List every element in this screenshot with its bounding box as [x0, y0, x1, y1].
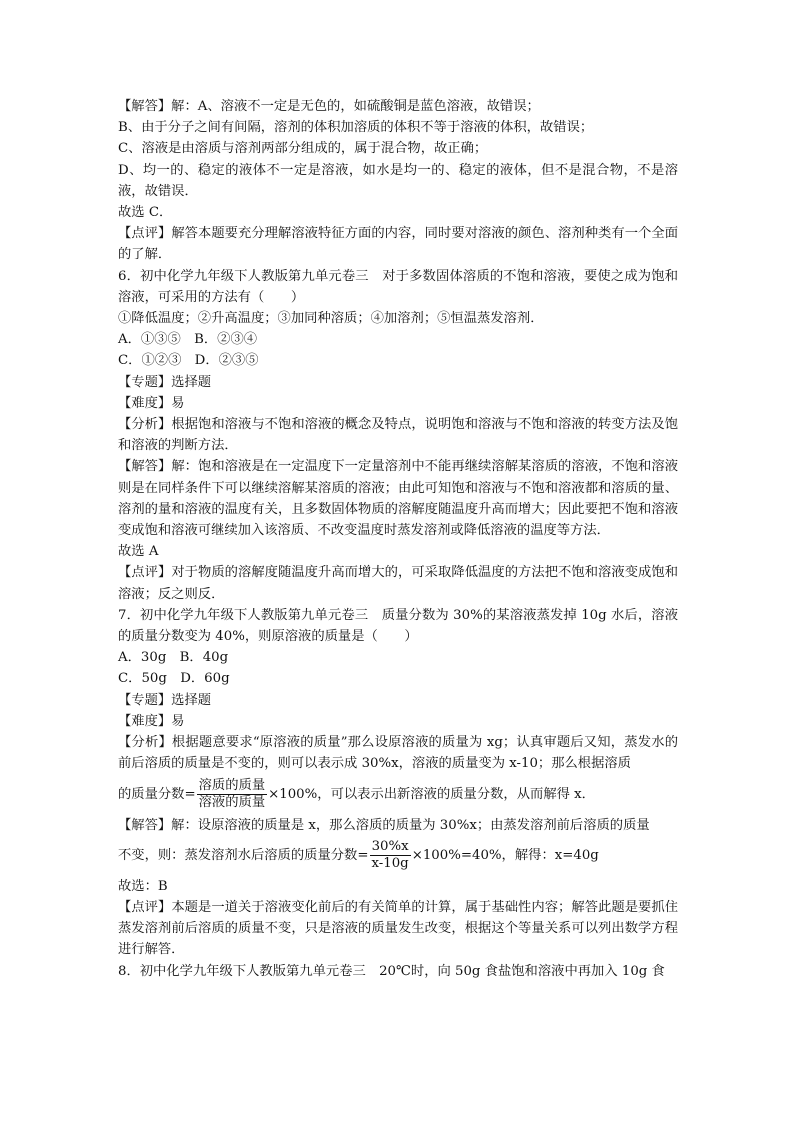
comment-5: 【点评】解答本题要充分理解溶液特征方面的内容，同时要对溶液的颜色、溶剂种类有一个全面的了解．	[118, 226, 678, 263]
answer-line-d: D、均一的、稳定的液体不一定是溶液，如水是均一的、稳定的液体，但不是混合物，不是溶液，故错误．	[118, 162, 678, 199]
analysis-7: 【分析】根据题意要求“原溶液的质量”那么设原溶液的质量为 xg；认真审题后又知，蒸发水的前后溶质的质量是不变的，则可以表示成 30%x，溶液的质量变为 x-10；那么根据溶质	[118, 735, 678, 772]
answer-line-a: 【解答】解：A、溶液不一定是无色的，如硫酸铜是蓝色溶液，故错误；	[118, 99, 540, 114]
formula2-fraction	[370, 839, 411, 872]
choice-result-7: 故选：B	[118, 878, 168, 894]
formula1-fraction	[197, 778, 267, 811]
question-6: 6．初中化学九年级下人教版第九单元卷三 对于多数固体溶质的不饱和溶液，要使之成为饱和溶液，可采用的方法有（ ）	[118, 268, 678, 305]
comment-7: 【点评】本题是一道关于溶液变化前后的有关简单的计算，属于基础性内容；解答此题是要抓住蒸发溶剂前后溶质的质量不变，只是溶液的质量发生改变，根据这个等量关系可以列出数学方程进行解答．	[118, 899, 678, 958]
topic-7: 【专题】选择题	[118, 692, 212, 708]
difficulty-7: 【难度】易	[118, 713, 185, 729]
formula1-numerator: 溶质的质量	[198, 777, 266, 793]
question-6-methods: ①降低温度；②升高温度；③加同种溶质；④加溶剂；⑤恒温蒸发溶剂．	[118, 311, 544, 327]
answer-6: 【解答】解：饱和溶液是在一定温度下一定量溶剂中不能再继续溶解某溶质的溶液，不饱和溶液则是在同样条件下可以继续溶解某溶质的溶液；由此可知饱和溶液与不饱和溶液都和溶质的量、溶剂的量和溶液的温度有关，且多数固体物质的溶解度随温度升高而增大；因此要把不饱和溶液变成饱和溶液可继续加入该溶质、不改变温度时蒸发溶剂或降低溶液的温度等方法．	[118, 459, 678, 539]
formula-mass-fraction	[118, 775, 678, 815]
difficulty-6: 【难度】易	[118, 395, 185, 411]
analysis-6: 【分析】根据饱和溶液与不饱和溶液的概念及特点，说明饱和溶液与不饱和溶液的转变方法及饱和溶液的判断方法．	[118, 417, 678, 454]
formula2-denominator: x-10g	[371, 855, 409, 871]
answer-line-b: B、由于分子之间有间隔，溶剂的体积加溶质的体积不等于溶液的体积，故错误；	[118, 120, 594, 136]
choice-result-6: 故选 A	[118, 544, 159, 560]
question-7: 7．初中化学九年级下人教版第九单元卷三 质量分数为 30%的某溶液蒸发掉 10g 水后，溶液的质量分数变为 40%，则原溶液的质量是（ ）	[118, 607, 678, 645]
question-8: 8．初中化学九年级下人教版第九单元卷三 20℃时，向 50g 食盐饱和溶液中再加入 10g 食	[118, 963, 665, 979]
question-7-options-cd: C．50g D．60g	[118, 671, 230, 687]
formula2-suffix: ×100%=40%，解得：x=40g	[411, 847, 599, 863]
question-7-options-ab: A．30g B．40g	[118, 650, 229, 666]
question-6-options-cd: C．①②③ D．②③⑤	[118, 353, 259, 369]
formula2-numerator: 30%x	[370, 839, 411, 856]
answer-line-c: C、溶液是由溶质与溶剂两部分组成的，属于混合物，故正确；	[118, 141, 488, 157]
formula1-denominator: 溶液的质量	[198, 794, 266, 810]
formula1-suffix: ×100%，可以表示出新溶液的质量分数，从而解得 x．	[268, 786, 595, 802]
formula-solution	[118, 836, 678, 876]
document-page	[118, 96, 678, 982]
choice-result-5: 故选 C．	[118, 205, 173, 221]
formula1-prefix: 的质量分数=	[118, 786, 196, 802]
comment-6: 【点评】对于物质的溶解度随温度升高而增大的，可采取降低温度的方法把不饱和溶液变成饱和溶液；反之则反．	[118, 565, 678, 602]
answer-7-intro: 【解答】解：设原溶液的质量是 x，那么溶质的质量为 30%x；由蒸发溶剂前后溶质的质量	[118, 817, 650, 833]
formula2-prefix: 不变，则：蒸发溶剂水后溶质的质量分数=	[118, 847, 369, 863]
topic-6: 【专题】选择题	[118, 374, 212, 390]
question-6-options-ab: A．①③⑤ B．②③④	[118, 332, 258, 348]
